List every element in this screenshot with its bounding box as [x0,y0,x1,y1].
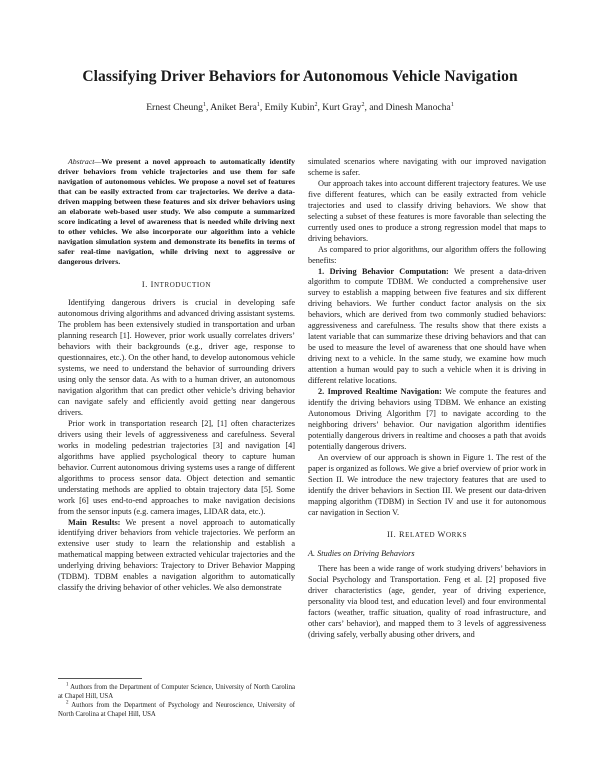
section-heading-initial: R [399,530,406,540]
section-heading-initial: W [437,530,446,540]
affiliation-mark: 1 [202,101,206,108]
subsection-heading: A. Studies on Driving Behaviors [308,549,415,559]
author-separator: , [205,102,211,113]
section-heading-introduction [58,280,295,291]
footnote-text: Authors from the Department of Computer Science, University of North Carolina at Chapel Hill, USA [58,684,295,700]
abstract-label: Abstract [68,157,95,166]
footnotes [58,684,295,721]
footnote-mark: 1 [66,682,69,688]
section-heading-rest: NTRODUCTION [153,280,212,289]
benefit-navigation [308,387,546,453]
intro-paragraph-benefits: As compared to prior algorithms, our algorithm offers the following benefits: [308,244,546,265]
author-name: Ernest Cheung [146,102,203,113]
section-number: II. [386,530,400,540]
section-heading-rest: ORKS [445,531,468,540]
affiliation-mark: 2 [314,101,318,108]
benefit-title: 1. Driving Behavior Computation: [318,266,449,276]
intro-paragraph-approach: Our approach takes into account different trajectory features. We use five different features, which can be easily extracted from vehicle trajectories and used to classify driving behaviors. We show that selecting a subset of these features is more favorable than selecting the currently used ones to produce a strong regression model that maps to driving behaviors. [308,178,546,243]
benefit-driving-behavior [308,267,546,387]
paper-title: Classifying Driver Behaviors for Autonomous Vehicle Navigation [82,68,518,85]
intro-paragraph-continued: simulated scenarios where navigating with our improved navigation scheme is safer. [308,157,546,177]
abstract-dash: — [94,157,102,166]
author-list [0,102,600,113]
author-separator: , [317,102,323,113]
section-heading-initial: I [150,279,154,289]
left-column [58,157,295,594]
author-separator: , and [364,102,386,113]
footnote [58,702,295,719]
author-separator: , [259,102,265,113]
affiliation-mark: 2 [361,101,365,108]
affiliation-mark: 1 [450,101,454,108]
benefit-title: 2. Improved Realtime Navigation: [318,387,442,397]
intro-paragraph-2: Prior work in transportation research [2], [1] often characterizes drivers using their levels of aggressiveness and carefulness. Several works in modeling pedestrian trajectories [3] and navigation [4] algorithms have applied psychological theory to capture human behavior. Current autonomous driving systems uses a range of different algorithms to process sensor data. Object detection and semantic understating methods are applied to obtain trajectory data [5]. Some work [6] uses end-to-end approaches to make navigation decisions from the sensor inputs (e.g. camera images, LIDAR data, etc.). [58,418,295,516]
main-results-text: We present a novel approach to automatically identifying driver behaviors from vehicle trajectories. We perform an extensive user study to learn the relationship and establish a mathematical mapping between extracted vehicular trajectories and the underlying driving behaviors: Trajectory to Driver Behavior Mapping (TDBM). TDBM enables a navigation algorithm to automatically classify the driving behavior of other vehicles. We also demonstrate [58,517,295,593]
related-paragraph-1: There has been a wide range of work studying drivers’ behaviors in Social Psychology and Transportation. Feng et al. [2] proposed five driver characteristics (age, gender, year of driving experience, personality via blood test, and education level) and four environmental factors (weather, traffic situation, quality of road infrastructure, and other cars’ behavior), and mapped them to 3 levels of aggressiveness (driving safely, verbally abusing other drivers, and [308,564,546,640]
abstract-text: We present a novel approach to automatically identify driver behaviors from vehicle trajectories and use them for safe navigation of autonomous vehicles. We propose a novel set of features that can be easily extracted from car trajectories. We derive a data-driven mapping between these features and six driver behaviors using an elaborate web-based user study. We also compute a summarized score indicating a level of awareness that is needed while driving next to other vehicles. We also incorporate our algorithm into a vehicle navigation simulation system and demonstrate its benefits in terms of safer real-time navigation, while driving next to aggressive or dangerous drivers. [58,157,295,267]
section-heading-rest: ELATED [405,531,438,540]
author-name: Aniket Bera [210,102,257,113]
footnote-text: Authors from the Department of Psychology and Neuroscience, University of North Carolina at Chapel Hill, USA [58,702,296,719]
main-results-paragraph [58,518,295,595]
footnote [58,684,295,701]
right-column [308,157,546,641]
section-heading-related-works [308,530,546,541]
main-results-label: Main Results: [68,517,121,527]
affiliation-mark: 1 [256,101,260,108]
benefit-text: We present a data-driven algorithm to compute TDBM. We conducted a comprehensive user survey to establish a mapping between five features and six different driving behaviors. We further conduct factor analysis on the six behaviors, which are derived from two commonly studied behaviors: aggressiveness and carefulness. The results show that there exists a latent variable that can summarize these driving behaviors and that can be used to measure the level of awareness that one should have when driving next to a vehicle. In the same study, we examine how much attention a human would pay to such a vehicle when it is driving in different relative locations. [308,266,546,386]
intro-paragraph-1: Identifying dangerous drivers is crucial in developing safe autonomous driving algorithms and advanced driving assistant systems. The problem has been extensively studied in transportation and urban planning research [1]. However, prior work usually correlates drivers’ behaviors with their backgrounds (e.g., driver age, response to questionnaires, etc.). On the other hand, to develop autonomous vehicle systems, we need to understand the behavior of surrounding drivers using only the sensor data. As with to a human driver, an autonomous navigation algorithm that can predict other vehicle’s driving behavior can navigate safely and efficiently avoid getting near dangerous drivers. [58,298,295,417]
intro-paragraph-overview: An overview of our approach is shown in Figure 1. The rest of the paper is organized as follows. We give a brief overview of prior work in Section II. We introduce the new trajectory features that are used to identify the driver behaviors in Section III. We present our data-driven mapping algorithm (TDBM) in Section IV and use it for autonomous car navigation in Section V. [308,452,546,517]
author-name: Kurt Gray [322,102,362,113]
benefit-text: We compute the features and identify the driving behaviors using TDBM. We enhance an existing Autonomous Driving Algorithm [7] to navigate according to the neighboring drivers’ behavior. Our navigation algorithm identifies potentially dangerous drivers in realtime and chooses a path that avoids potentially dangerous drivers. [308,387,546,451]
author-name: Dinesh Manocha [385,102,451,113]
section-number: I. [141,279,151,289]
author-name: Emily Kubin [264,102,315,113]
abstract [58,157,295,268]
footnote-mark: 2 [66,701,69,707]
footnote-divider [58,678,142,679]
